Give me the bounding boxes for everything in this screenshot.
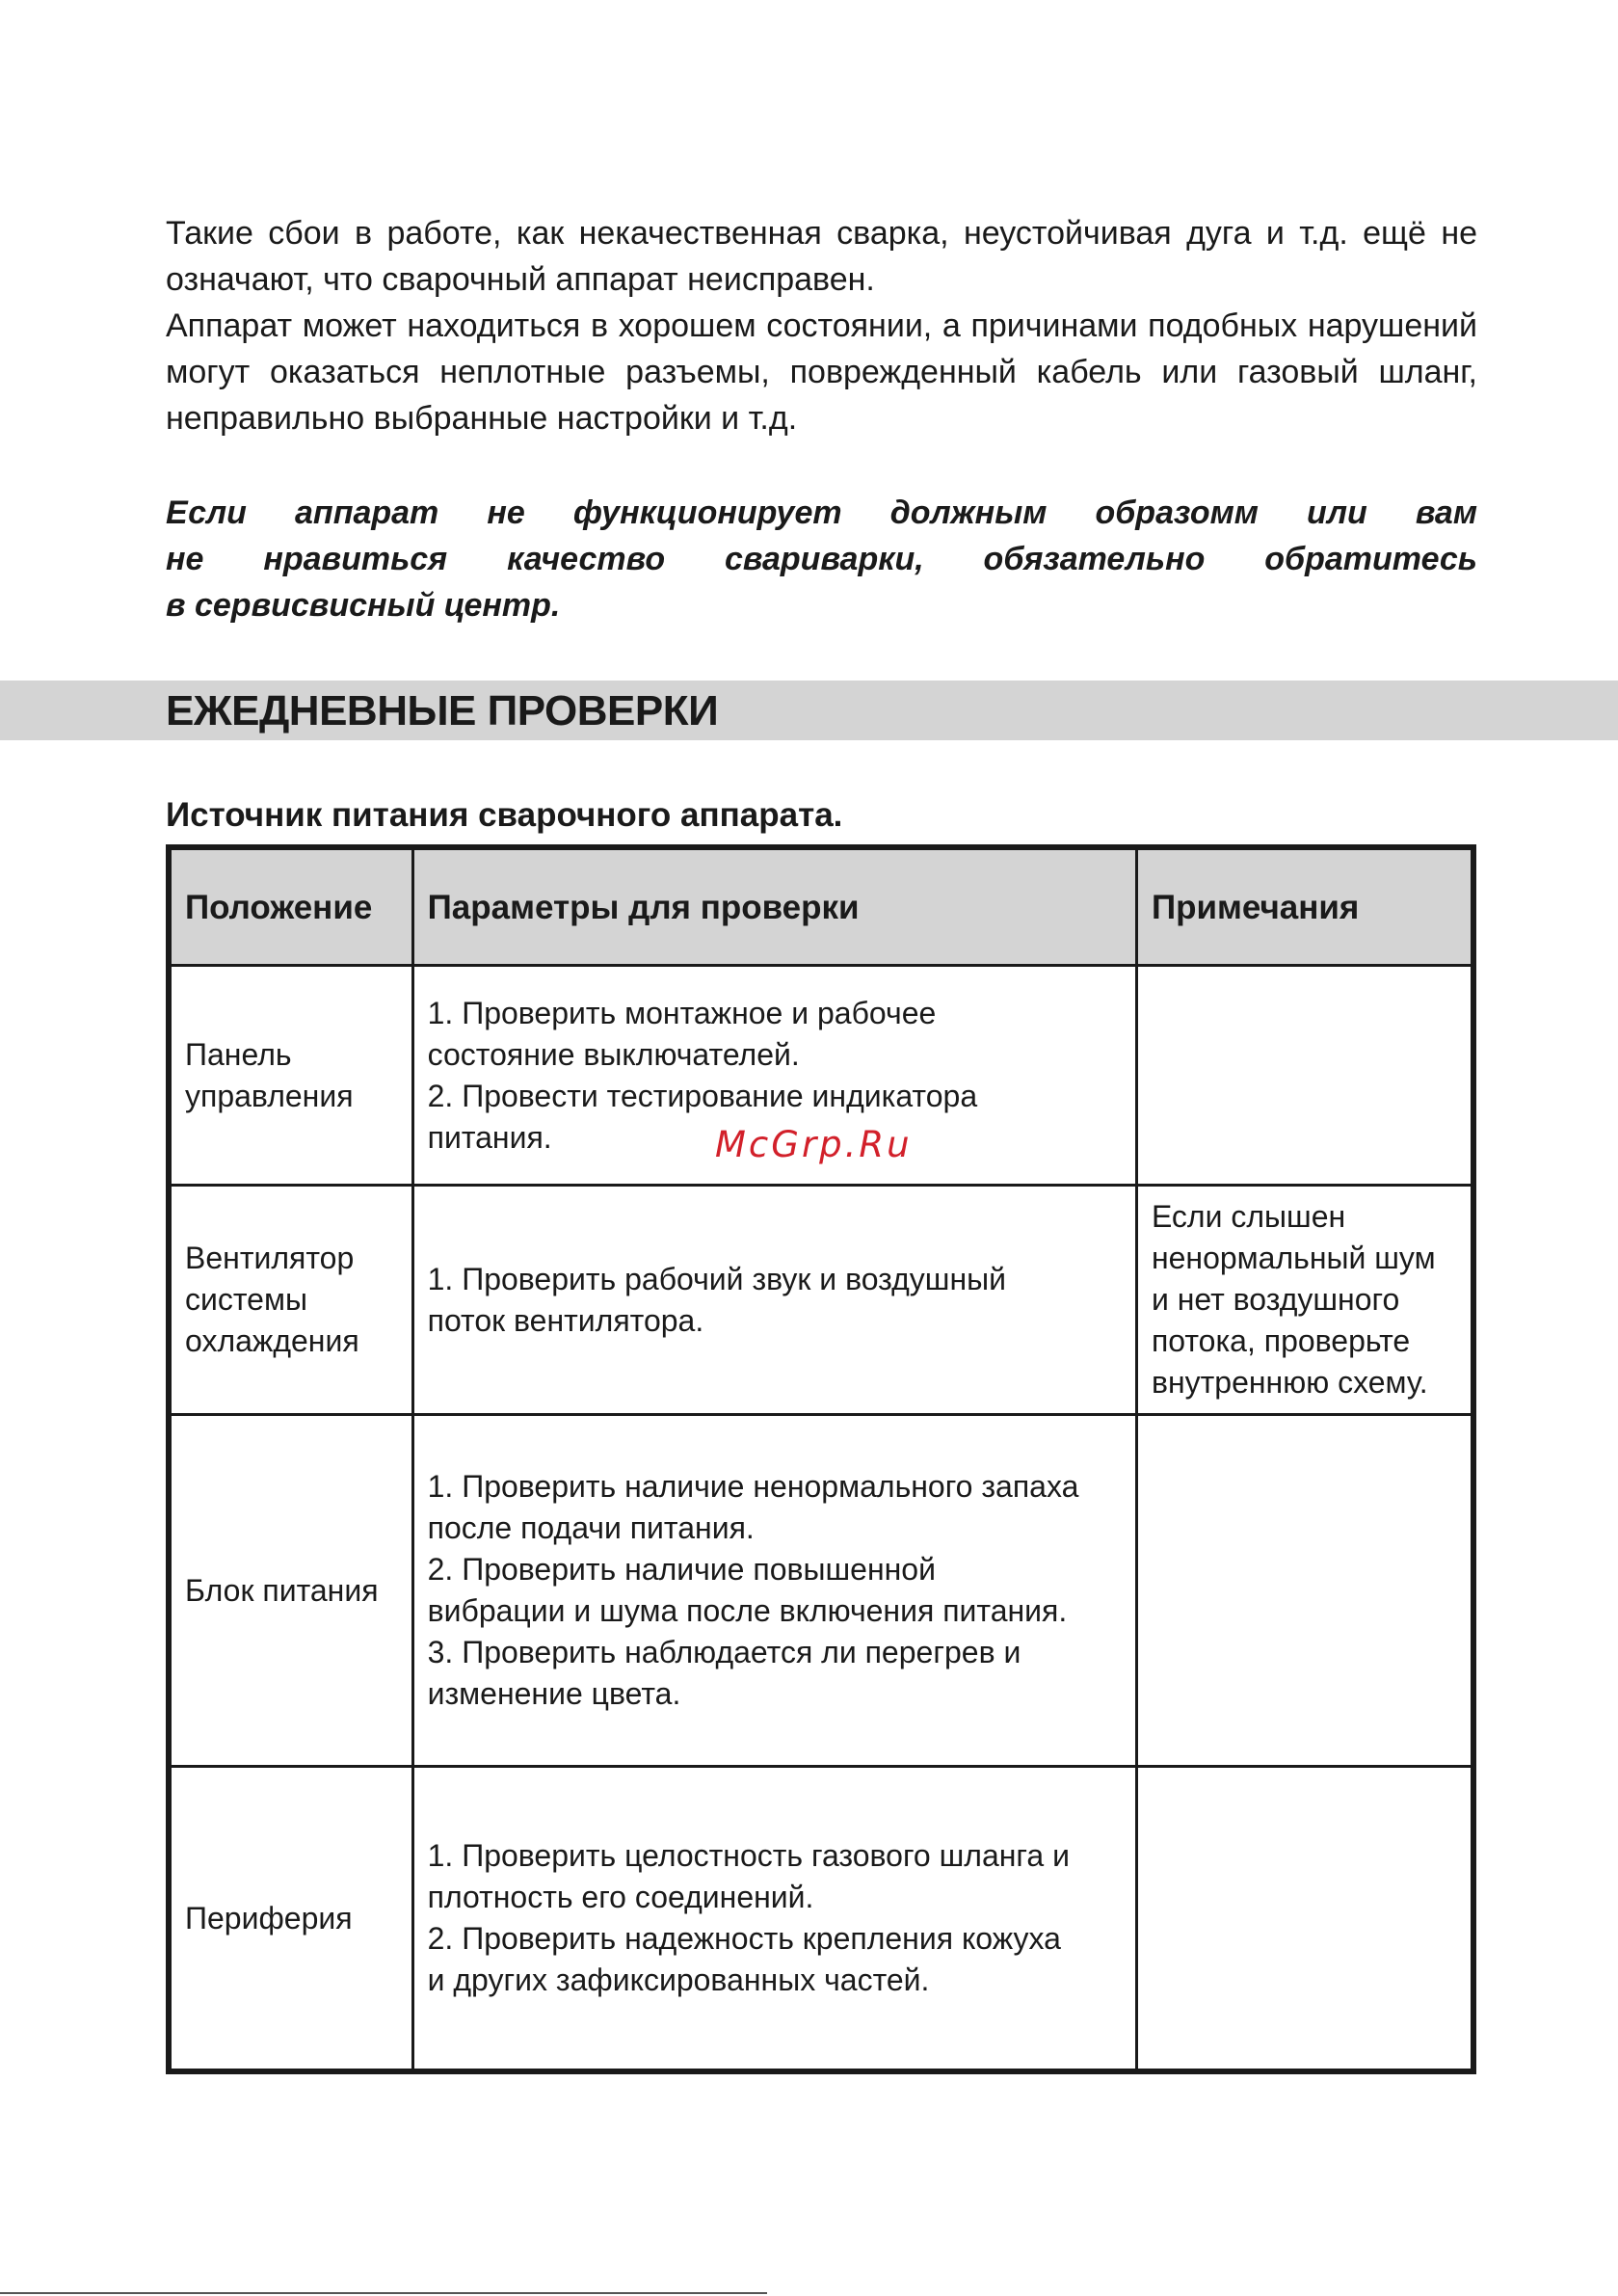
watermark-text: McGrp.Ru <box>715 1124 913 1165</box>
header-params: Параметры для проверки <box>412 847 1136 966</box>
cell-params <box>412 1767 1136 2071</box>
warning-line-3: в сервисвисный центр. <box>166 587 561 624</box>
cell-line: после подачи питания. <box>427 1510 755 1546</box>
cell-notes <box>1136 1767 1473 2071</box>
cell-line: потока, проверьте <box>1151 1323 1411 1359</box>
table-header-row <box>169 847 1473 966</box>
cell-line: 3. Проверить наблюдается ли перегрев и <box>427 1635 1021 1670</box>
cell-line: 1. Проверить наличие ненормального запаха <box>427 1469 1079 1505</box>
cell-position <box>169 966 412 1186</box>
table-row <box>169 1186 1473 1415</box>
section-title: ЕЖЕДНЕВНЫЕ ПРОВЕРКИ <box>166 687 719 734</box>
warning-line-1: Если аппарат не функционирует должным образомм или вам <box>166 494 1477 531</box>
cell-line: изменение цвета. <box>427 1676 681 1712</box>
cell-line: Вентилятор <box>185 1241 355 1276</box>
table-caption: Источник питания сварочного аппарата. <box>166 796 843 834</box>
warning-note <box>166 490 1477 628</box>
cell-position <box>169 1415 412 1767</box>
cell-line: плотность его соединений. <box>427 1880 814 1915</box>
cell-line: вибрации и шума после включения питания. <box>427 1593 1068 1629</box>
cell-position <box>169 1186 412 1415</box>
cell-line: системы <box>185 1282 307 1318</box>
cell-notes <box>1136 1415 1473 1767</box>
daily-check-table <box>166 844 1476 2074</box>
warning-line-2: не нравиться качество свариварки, обязательно обратитесь <box>166 541 1477 577</box>
cell-line: Панель <box>185 1036 292 1072</box>
cell-notes <box>1136 966 1473 1186</box>
cell-line: 2. Проверить надежность крепления кожуха <box>427 1921 1061 1957</box>
cell-line: 1. Проверить рабочий звук и воздушный <box>427 1261 1006 1296</box>
header-position: Положение <box>169 847 412 966</box>
cell-position <box>169 1767 412 2071</box>
intro-paragraph-1: Такие сбои в работе, как некачественная сварка, неустойчивая дуга и т.д. ещё не означают, что сварочный аппарат неисправен. <box>166 215 1477 298</box>
table-row <box>169 1415 1473 1767</box>
cell-notes <box>1136 1186 1473 1415</box>
table-row <box>169 1767 1473 2071</box>
cell-line: внутреннюю схему. <box>1151 1365 1428 1401</box>
cell-line: Если слышен <box>1151 1199 1346 1235</box>
footer-divider <box>0 2292 767 2294</box>
intro-paragraph-2: Аппарат может находиться в хорошем состоянии, а причинами подобных нарушений могут оказаться неплотные разъемы, поврежденный кабель или газовый шланг, неправильно выбранные настройки и т.д. <box>166 307 1477 437</box>
intro-text <box>166 210 1477 441</box>
cell-line: 1. Проверить монтажное и рабочее <box>427 995 937 1030</box>
cell-line: 2. Проверить наличие повышенной <box>427 1552 936 1588</box>
cell-line: поток вентилятора. <box>427 1302 704 1338</box>
cell-line: питания. <box>427 1119 552 1155</box>
cell-line: охлаждения <box>185 1323 359 1359</box>
cell-params <box>412 1186 1136 1415</box>
cell-line: и других зафиксированных частей. <box>427 1962 930 1998</box>
cell-line: ненормальный шум <box>1151 1241 1436 1276</box>
cell-line: управления <box>185 1078 354 1113</box>
cell-line: Периферия <box>185 1900 353 1936</box>
cell-params <box>412 1415 1136 1767</box>
cell-line: и нет воздушного <box>1151 1282 1400 1318</box>
cell-line: состояние выключателей. <box>427 1036 800 1072</box>
cell-line: 2. Провести тестирование индикатора <box>427 1078 978 1113</box>
cell-line: Блок питания <box>185 1572 379 1608</box>
header-notes: Примечания <box>1136 847 1473 966</box>
cell-line: 1. Проверить целостность газового шланга и <box>427 1838 1070 1874</box>
